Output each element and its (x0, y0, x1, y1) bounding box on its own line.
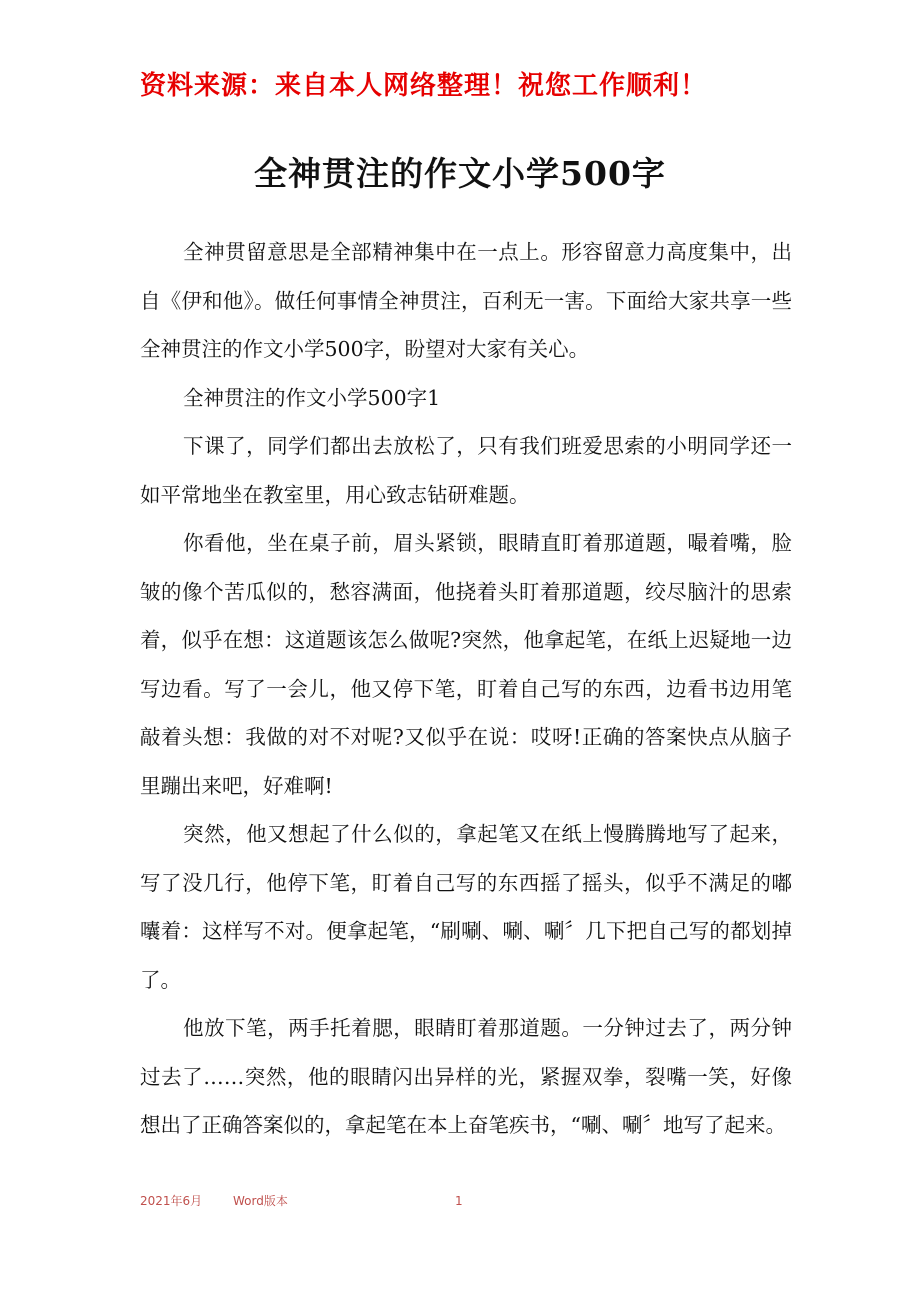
footer-version: Word版本 (233, 1194, 288, 1208)
section-heading: 全神贯注的作文小学500字1 (183, 385, 441, 410)
body-paragraph: 他放下笔，两手托着腮，眼睛盯着那道题。一分钟过去了，两分钟过去了……突然，他的眼睛闪出异样的光，紧握双拳，裂嘴一笑，好像想出了正确答案似的，拿起笔在本上奋笔疾书，“唰、唰〞地写了起来。 (140, 1016, 792, 1137)
footer-page-number: 1 (455, 1194, 463, 1208)
document-body (140, 228, 792, 1150)
body-paragraph: 突然，他又想起了什么似的，拿起笔又在纸上慢腾腾地写了起来，写了没几行，他停下笔，盯着自己写的东西摇了摇头，似乎不满足的嘟囔着：这样写不对。便拿起笔，“刷唰、唰、唰〞几下把自己写的都划掉了。 (140, 822, 792, 992)
footer-date: 2021年6月 (140, 1194, 203, 1208)
source-banner: 资料来源：来自本人网络整理！祝您工作顺利！ (140, 71, 708, 101)
document-title: 全神贯注的作文小学500字 (254, 154, 666, 193)
body-paragraph: 下课了，同学们都出去放松了，只有我们班爱思索的小明同学还一如平常地坐在教室里，用心致志钻研难题。 (140, 434, 792, 507)
intro-paragraph: 全神贯留意思是全部精神集中在一点上。形容留意力高度集中，出自《伊和他》。做任何事情全神贯注，百利无一害。下面给大家共享一些全神贯注的作文小学500字，盼望对大家有关心。 (140, 240, 792, 361)
page-footer (140, 1191, 780, 1211)
body-paragraph: 你看他，坐在桌子前，眉头紧锁，眼睛直盯着那道题，嘬着嘴，脸皱的像个苦瓜似的，愁容满面，他挠着头盯着那道题，绞尽脑汁的思索着，似乎在想：这道题该怎么做呢?突然，他拿起笔，在纸上迟疑地一边写边看。写了一会儿，他又停下笔，盯着自己写的东西，边看书边用笔敲着头想：我做的对不对呢?又似乎在说：哎呀!正确的答案快点从脑子里蹦出来吧，好难啊! (140, 531, 792, 798)
